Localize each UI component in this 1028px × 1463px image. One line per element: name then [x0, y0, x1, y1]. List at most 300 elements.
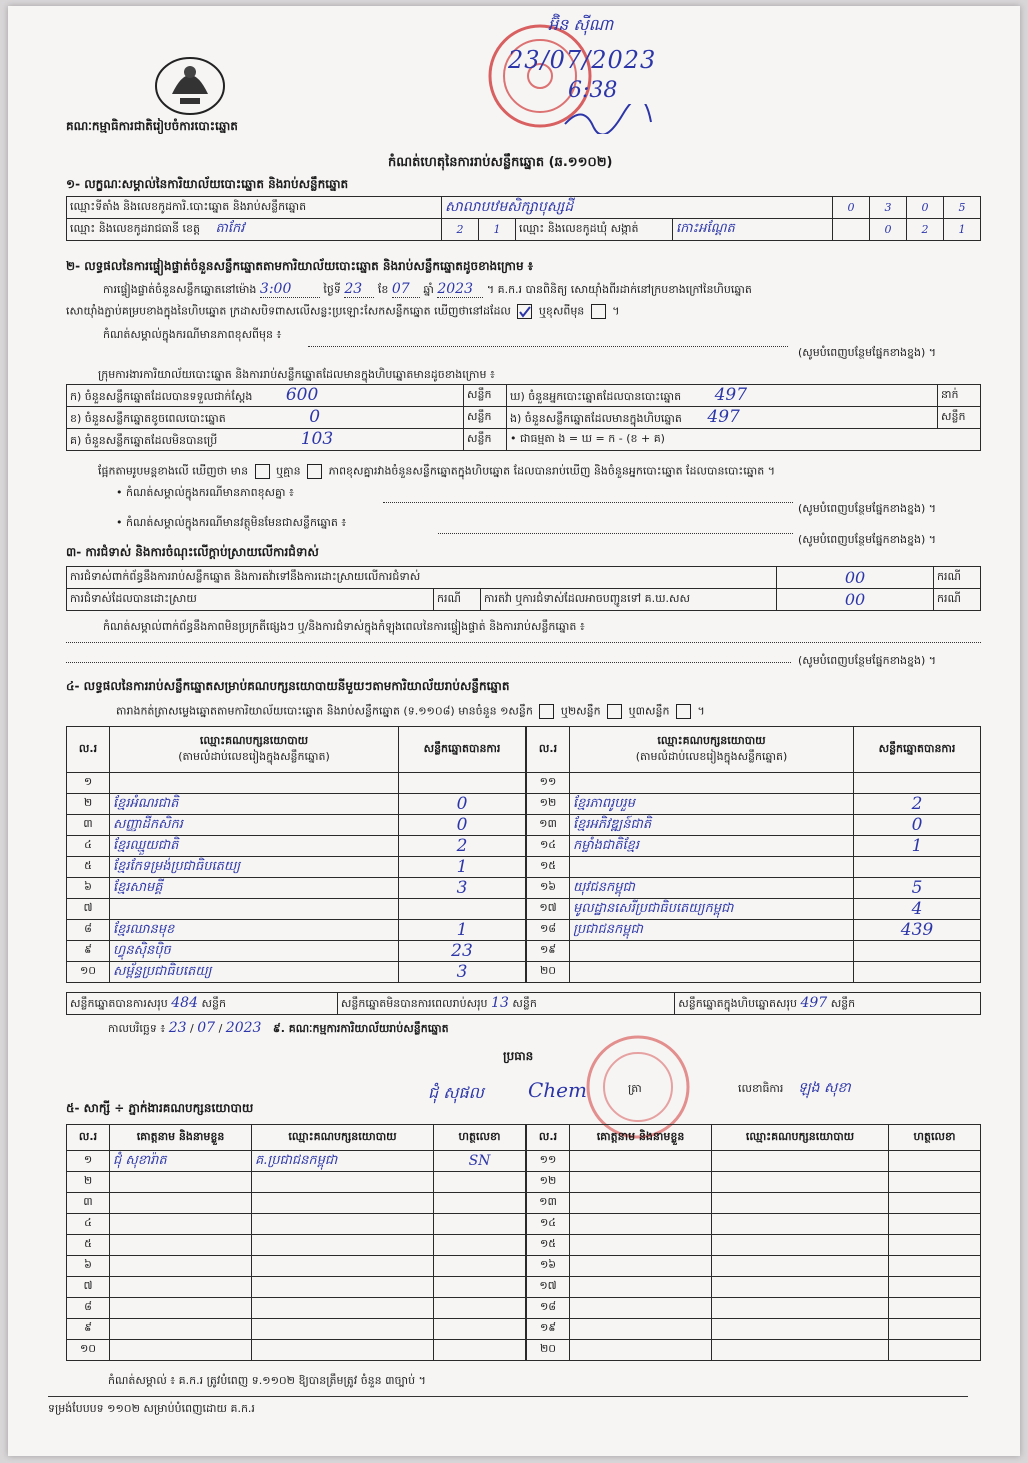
result-votes: 3 — [399, 962, 526, 983]
diff-no-label: ឬគ្មាន — [276, 464, 301, 478]
three-sheets-checkbox[interactable] — [676, 704, 691, 719]
agent-party — [712, 1340, 889, 1361]
count-month: 07 — [392, 281, 420, 298]
col-party-title-right: ឈ្មោះគណបក្សនយោបាយ — [657, 733, 766, 747]
result-votes: 1 — [399, 920, 526, 941]
agent-row — [527, 1298, 981, 1319]
agents-col-party-right: ឈ្មោះគណបក្សនយោបាយ — [712, 1125, 889, 1151]
agent-row — [527, 1256, 981, 1277]
result-party: សញ្ញាដីកសិករ — [110, 815, 399, 836]
agent-party — [252, 1298, 434, 1319]
agent-row — [527, 1214, 981, 1235]
agent-name — [110, 1340, 252, 1361]
result-votes: 0 — [399, 794, 526, 815]
agent-name: ជុំ សុខារ៉ាត — [110, 1151, 252, 1172]
result-votes: 23 — [399, 941, 526, 962]
agent-party — [252, 1172, 434, 1193]
footer-note: កំណត់សម្គាល់ ៖ គ.ក.រ ត្រូវបំពេញ ទ.១១០២ ឱ្យបានត្រឹមត្រូវ ចំនួន ៣ច្បាប់ ។ — [108, 1374, 426, 1387]
agent-name — [570, 1256, 712, 1277]
agent-party: គ.ប្រជាជនកម្ពុជា — [252, 1151, 434, 1172]
province-label: ឈ្មោះ និងលេខកូដរាជធានី ខេត្ត — [70, 222, 200, 235]
unused-label: គ) ចំនួនសន្លឹកឆ្នោតដែលមិនបានប្រើ — [70, 434, 218, 447]
col-votes-right: សន្លឹកឆ្នោតបានការ — [854, 727, 981, 773]
result-row — [67, 857, 526, 878]
agents-col-no: ល.រ — [67, 1125, 110, 1151]
section2-line3-fill — [308, 346, 788, 347]
day-label: ថ្ងៃទី — [323, 283, 341, 296]
result-party: ខ្មែរភាពរូបរួម — [570, 794, 854, 815]
agent-no: ៥ — [67, 1235, 110, 1256]
agents-col-name: គោត្តនាម និងនាមខ្លួន — [110, 1125, 252, 1151]
result-votes: 3 — [399, 878, 526, 899]
result-party: ខ្មែរសាមគ្គី — [110, 878, 399, 899]
result-no: ២០ — [527, 962, 570, 983]
diff-no-checkbox[interactable] — [307, 464, 322, 479]
total-valid-value: 484 — [171, 994, 198, 1011]
result-no: ១ — [67, 773, 110, 794]
agent-party — [252, 1193, 434, 1214]
result-no: ១៤ — [527, 836, 570, 857]
result-row — [67, 815, 526, 836]
result-no: ១១ — [527, 773, 570, 794]
forwarded-unit: ករណី — [934, 589, 981, 611]
agent-party — [252, 1319, 434, 1340]
agent-party — [712, 1298, 889, 1319]
in-box-value: 497 — [707, 407, 740, 427]
result-row — [67, 899, 526, 920]
agent-row — [527, 1151, 981, 1172]
agents-col-name-right: គោត្តនាម និងនាមខ្លួន — [570, 1125, 712, 1151]
agent-name — [570, 1151, 712, 1172]
agent-party — [712, 1193, 889, 1214]
agent-signature — [889, 1214, 981, 1235]
time-label: ការផ្ទៀងផ្ទាត់ចំនួនសន្លឹកឆ្នោតនៅម៉ោង — [103, 283, 257, 296]
diff-description: ភាពខុសគ្នារវាងចំនួនសន្លឹកឆ្នោតក្នុងហិបឆ្នោត ដែលបានរាប់ឃើញ និងចំនួនអ្នកបោះឆ្នោត ដែលបានបោះឆ្នោត ។ — [328, 464, 775, 478]
agent-signature — [889, 1172, 981, 1193]
agent-row — [67, 1172, 526, 1193]
seal-check-text: ។ គ.ក.រ បានពិនិត្យ សោយ៉ាំងពីរដាក់នៅក្របខាងក្រៅនៃហិបឆ្នោត — [486, 283, 752, 296]
total-invalid-value: 13 — [491, 994, 509, 1011]
agent-row — [527, 1193, 981, 1214]
agent-no: ១៣ — [527, 1193, 570, 1214]
agent-row — [67, 1214, 526, 1235]
agent-name — [570, 1319, 712, 1340]
agent-row — [67, 1256, 526, 1277]
form-code-footer: ទម្រង់បែបបទ ១១០២ សម្រាប់បំពេញដោយ គ.ក.រ — [48, 1402, 255, 1415]
agent-no: ១៦ — [527, 1256, 570, 1277]
fill-note-1: (សូមបំពេញបន្ថែមផ្នែកខាងខ្នង) ។ — [798, 346, 937, 359]
result-no: ១៦ — [527, 878, 570, 899]
agent-no: ១ — [67, 1151, 110, 1172]
result-row — [527, 899, 981, 920]
received-label: ក) ចំនួនសន្លឹកឆ្នោតដែលបានទទួលជាក់ស្តែង — [70, 390, 253, 403]
result-no: ១២ — [527, 794, 570, 815]
agent-no: ៣ — [67, 1193, 110, 1214]
voters-unit: នាក់ — [938, 385, 981, 407]
stamp-handwritten-name: អ៊ិន ស៊ីណា — [548, 15, 614, 34]
result-votes: 0 — [854, 815, 981, 836]
result-party: ខ្មែរកែទម្រង់ប្រជាធិបតេយ្យ — [110, 857, 399, 878]
col-party — [110, 727, 399, 773]
agent-party — [712, 1235, 889, 1256]
agent-party — [712, 1214, 889, 1235]
location-code-3: 0 — [907, 197, 944, 219]
location-label: ឈ្មោះទីតាំង និងលេខកូដការិ.បោះឆ្នោត និងរាប់សន្លឹកឆ្នោត — [67, 197, 442, 219]
agent-name — [110, 1235, 252, 1256]
section1-table — [66, 196, 981, 241]
chair-label: ប្រធាន — [503, 1049, 534, 1063]
agent-party — [712, 1277, 889, 1298]
result-row — [67, 773, 526, 794]
section3-heading: ៣- ការជំទាស់ និងការចំណុះលើក្តាប់ស្រាយលើការជំទាស់ — [66, 545, 319, 559]
agent-party — [252, 1214, 434, 1235]
result-party: ហ្វុនស៊ិនប៉ិច — [110, 941, 399, 962]
totals-row — [66, 992, 981, 1015]
result-row — [67, 878, 526, 899]
agent-row — [67, 1298, 526, 1319]
footer-rule — [48, 1396, 968, 1397]
result-no: ៦ — [67, 878, 110, 899]
result-row — [67, 920, 526, 941]
agent-signature — [434, 1235, 526, 1256]
agent-party — [712, 1151, 889, 1172]
result-no: ៨ — [67, 920, 110, 941]
result-row — [527, 857, 981, 878]
stamp-time: 6:38 — [568, 78, 618, 103]
two-sheets-label: ឬ២សន្លឹក — [560, 704, 601, 718]
result-no: ២ — [67, 794, 110, 815]
section5-heading: ៥- សាក្សី ÷ ភ្នាក់ងារគណបក្សនយោបាយ — [66, 1101, 254, 1115]
agent-row — [527, 1172, 981, 1193]
agent-no: ៨ — [67, 1298, 110, 1319]
in-box-label: ង) ចំនួនសន្លឹកឆ្នោតដែលមានក្នុងហិបឆ្នោត — [510, 412, 682, 425]
agent-signature — [434, 1193, 526, 1214]
location-code-2: 3 — [870, 197, 907, 219]
section2-line3: កំណត់សម្គាល់ក្នុងករណីមានភាពខុសពីមុន ៖ — [103, 328, 282, 341]
form-title: កំណត់ហេតុនៃការរាប់សន្លឹកឆ្នោត (ឆ.១១០២) — [388, 155, 613, 170]
count-year: 2023 — [437, 281, 483, 298]
province-value: តាកែវ — [215, 221, 245, 236]
fill-note-2: (សូមបំពេញបន្ថែមផ្នែកខាងខ្នង) ។ — [798, 502, 937, 515]
three-sheets-label: ឬ៣សន្លឹក — [628, 704, 670, 718]
date-year: 2023 — [225, 1020, 262, 1036]
section2-line5 — [98, 464, 775, 481]
agent-signature — [889, 1319, 981, 1340]
col-party-right — [570, 727, 854, 773]
agent-row — [527, 1319, 981, 1340]
section4-intro: តារាងកត់ត្រាសម្លេងឆ្នោតតាមការិយាល័យបោះឆ្នោត និងរាប់សន្លឹកឆ្នោត (ទ.១១០៨) មានចំនួន ១សន្លឹក ឬ២សន្លឹក ឬ៣សន្លឹក ។ — [116, 704, 705, 718]
secretary-name: ឡុង សុខា — [798, 1080, 851, 1096]
agents-col-sign: ហត្ថលេខា — [434, 1125, 526, 1151]
bullet-foreign-object: • កំណត់សម្គាល់ក្នុងករណីមានវត្ថុមិនមែនជាសន្លឹកឆ្នោត ៖ — [116, 516, 347, 529]
col-party-sub: (តាមលំដាប់លេខរៀងក្នុងសន្លឹកឆ្នោត) — [178, 749, 330, 763]
result-votes — [854, 962, 981, 983]
agent-row — [67, 1340, 526, 1361]
year-label: ឆ្នាំ — [423, 283, 434, 296]
agent-row — [67, 1277, 526, 1298]
date-month: 07 — [197, 1020, 216, 1036]
count-time: 3:00 — [260, 281, 320, 298]
result-votes — [399, 899, 526, 920]
agent-name — [570, 1340, 712, 1361]
result-row — [67, 962, 526, 983]
agent-party — [252, 1256, 434, 1277]
agents-table-left — [66, 1124, 526, 1361]
diff-yes-checkbox[interactable] — [255, 464, 270, 479]
result-no: ៩ — [67, 941, 110, 962]
col-votes: សន្លឹកឆ្នោតបានការ — [399, 727, 526, 773]
agent-no: ២ — [67, 1172, 110, 1193]
agent-signature — [889, 1256, 981, 1277]
agent-no: ១០ — [67, 1340, 110, 1361]
commune-code-3: 1 — [944, 219, 981, 241]
org-name: គណៈកម្មាធិការជាតិរៀបចំការបោះឆ្នោត — [66, 119, 238, 133]
agent-name — [110, 1298, 252, 1319]
result-party — [570, 773, 854, 794]
agent-signature — [889, 1235, 981, 1256]
result-row — [527, 941, 981, 962]
agent-no: ១៨ — [527, 1298, 570, 1319]
commune-code-1: 0 — [870, 219, 907, 241]
section2-line4: ក្រុមការងារការិយាល័យបោះឆ្នោត និងការរាប់សន្លឹកឆ្នោតដែលមានក្នុងហិបឆ្នោតមានដូចខាងក្រោម ៖ — [98, 368, 495, 381]
date-label: កាលបរិច្ឆេទ ៖ — [108, 1022, 166, 1035]
commune-code-2: 2 — [907, 219, 944, 241]
section3-note-fill-2 — [66, 662, 791, 663]
agents-col-sign-right: ហត្ថលេខា — [889, 1125, 981, 1151]
fill-note-4: (សូមបំពេញបន្ថែមផ្នែកខាងខ្នង) ។ — [798, 654, 937, 667]
voters-value: 497 — [714, 385, 748, 405]
agent-signature — [434, 1256, 526, 1277]
result-no: ១៥ — [527, 857, 570, 878]
changed-checkbox[interactable] — [591, 304, 606, 319]
agent-signature — [889, 1340, 981, 1361]
result-row — [527, 836, 981, 857]
complaints-table — [66, 566, 981, 611]
bullet-foreign-fill — [438, 533, 793, 534]
bullet-difference-fill — [383, 502, 793, 503]
section2-line1 — [103, 281, 983, 299]
changed-label: ឬខុសពីមុន — [538, 304, 585, 318]
seal-label: ត្រា — [628, 1082, 642, 1095]
agent-row — [527, 1235, 981, 1256]
agent-signature — [889, 1277, 981, 1298]
section1-heading: ១- លក្ខណៈសម្គាល់នៃការិយាល័យបោះឆ្នោត និងរាប់សន្លឹកឆ្នោត — [66, 177, 349, 191]
result-votes: 0 — [399, 815, 526, 836]
received-value: 600 — [285, 385, 319, 405]
location-value: សាលាបឋមសិក្សាបុស្សដី — [442, 197, 833, 219]
agent-signature — [434, 1319, 526, 1340]
location-code-1: 0 — [833, 197, 870, 219]
agent-no: ១៩ — [527, 1319, 570, 1340]
col-no-right: ល.រ — [527, 727, 570, 773]
bullet-difference: • កំណត់សម្គាល់ក្នុងករណីមានភាពខុសគ្នា ៖ — [116, 486, 294, 499]
result-row — [67, 941, 526, 962]
one-sheet-checkbox[interactable] — [539, 704, 554, 719]
chair-name: ជុំ សុផល — [428, 1083, 484, 1102]
agent-no: ៤ — [67, 1214, 110, 1235]
commune-value: កោះអណ្ដែត — [673, 219, 833, 241]
agent-party — [252, 1340, 434, 1361]
agent-party — [712, 1319, 889, 1340]
result-party — [110, 899, 399, 920]
result-votes: 2 — [854, 794, 981, 815]
agent-no: ៦ — [67, 1256, 110, 1277]
result-party: យុវជនកម្ពុជា — [570, 878, 854, 899]
total-valid-unit: សន្លឹក — [201, 996, 226, 1010]
result-party: មូលដ្ឋានសេរីប្រជាធិបតេយ្យកម្ពុជា — [570, 899, 854, 920]
agent-row — [67, 1151, 526, 1172]
total-invalid-unit: សន្លឹក — [512, 996, 537, 1010]
results-table-right — [526, 726, 981, 983]
forwarded-label: ការតវ៉ា ឬការជំទាស់ដែលអាចបញ្ជូនទៅ គ.ឃ.សស — [481, 589, 777, 611]
agent-row — [527, 1277, 981, 1298]
total-valid — [67, 993, 338, 1015]
result-row — [527, 773, 981, 794]
complaints-count: 00 — [777, 567, 934, 589]
result-no: ១០ — [67, 962, 110, 983]
spoiled-label: ខ) ចំនួនសន្លឹកឆ្នោតខូចពេលបោះឆ្នោត — [70, 412, 226, 425]
total-invalid — [337, 993, 674, 1015]
result-votes — [399, 773, 526, 794]
agent-row — [527, 1340, 981, 1361]
agent-name — [110, 1172, 252, 1193]
agent-name — [110, 1193, 252, 1214]
total-in-box-label: សន្លឹកឆ្នោតក្នុងហិបឆ្នោតសរុប — [678, 996, 797, 1010]
agent-no: ១៤ — [527, 1214, 570, 1235]
agent-signature — [889, 1193, 981, 1214]
agent-name — [570, 1277, 712, 1298]
result-row — [527, 794, 981, 815]
received-unit: សន្លឹក — [464, 385, 507, 407]
section2-line2: សោយ៉ាំងភ្ជាប់គម្របខាងក្នុងនៃហិបឆ្នោត ក្រដាសបិទពាសលើសន្លះប្រឡោះសែកសន្លឹកឆ្នោត ឃើញថានៅដដែល ឬខុសពីមុន ។ — [66, 304, 620, 318]
agents-col-no-right: ល.រ — [527, 1125, 570, 1151]
result-row — [67, 836, 526, 857]
agent-signature — [434, 1277, 526, 1298]
result-no: ១៩ — [527, 941, 570, 962]
agent-name — [110, 1319, 252, 1340]
result-row — [527, 878, 981, 899]
agent-row — [67, 1193, 526, 1214]
total-valid-label: សន្លឹកឆ្នោតបានការសរុប — [70, 996, 168, 1010]
agent-signature — [434, 1298, 526, 1319]
result-votes: 2 — [399, 836, 526, 857]
agent-name — [110, 1256, 252, 1277]
result-row — [527, 815, 981, 836]
result-party — [570, 941, 854, 962]
result-row — [67, 794, 526, 815]
seal-intact-text: សោយ៉ាំងភ្ជាប់គម្របខាងក្នុងនៃហិបឆ្នោត ក្រដាសបិទពាសលើសន្លះប្រឡោះសែកសន្លឹកឆ្នោត ឃើញថានៅដដែល — [66, 304, 511, 318]
result-no: ៥ — [67, 857, 110, 878]
result-party: ខ្មែរឈ្មួយជាតិ — [110, 836, 399, 857]
result-party: ខ្មែរឈានមុខ — [110, 920, 399, 941]
result-party — [110, 773, 399, 794]
result-votes — [854, 941, 981, 962]
agent-signature — [889, 1298, 981, 1319]
agent-no: ១៧ — [527, 1277, 570, 1298]
agent-party — [252, 1277, 434, 1298]
agent-party — [712, 1172, 889, 1193]
agent-row — [67, 1319, 526, 1340]
agent-signature — [434, 1340, 526, 1361]
agent-signature: SN — [434, 1151, 526, 1172]
result-row — [527, 920, 981, 941]
signing-date: កាលបរិច្ឆេទ ៖ 23 / 07 / 2023 ៩. គណៈកម្មការការិយាល័យរាប់សន្លឹកឆ្នោត — [108, 1020, 449, 1036]
resolved-unit: ករណី — [434, 589, 481, 611]
col-party-sub-right: (តាមលំដាប់លេខរៀងក្នុងសន្លឹកឆ្នោត) — [635, 749, 788, 763]
result-no: ៧ — [67, 899, 110, 920]
result-party: ខ្មែរអភិវឌ្ឍន៍ជាតិ — [570, 815, 854, 836]
commission-label: ៩. គណៈកម្មការការិយាល័យរាប់សន្លឹកឆ្នោត — [272, 1022, 449, 1035]
result-row — [527, 962, 981, 983]
nec-emblem — [150, 46, 230, 118]
commune-label: ឈ្មោះ និងលេខកូដឃុំ សង្កាត់ — [516, 219, 673, 241]
result-no: ១៧ — [527, 899, 570, 920]
date-day: 23 — [168, 1020, 187, 1036]
tally-sheets-label: តារាងកត់ត្រាសម្លេងឆ្នោតតាមការិយាល័យបោះឆ្នោត និងរាប់សន្លឹកឆ្នោត (ទ.១១០៨) មានចំនួន ១សន្លឹក — [116, 704, 533, 718]
chair-signature: Chem — [528, 1078, 587, 1102]
section3-note-fill-1 — [66, 642, 981, 643]
result-votes: 439 — [854, 920, 981, 941]
voters-label: ឃ) ចំនួនអ្នកបោះឆ្នោតដែលបានបោះឆ្នោត — [510, 390, 682, 403]
result-no: ៣ — [67, 815, 110, 836]
result-party: កម្លាំងជាតិខ្មែរ — [570, 836, 854, 857]
unused-value: 103 — [300, 429, 334, 449]
agent-party — [252, 1235, 434, 1256]
result-party — [570, 857, 854, 878]
spoiled-value: 0 — [309, 407, 321, 427]
agent-name — [570, 1193, 712, 1214]
complaints-row1-label: ការជំទាស់ពាក់ព័ន្ធនឹងការរាប់សន្លឹកឆ្នោត និងការតវ៉ាទៅនឹងការដោះស្រាយលើការជំទាស់ — [67, 567, 777, 589]
agent-row — [67, 1235, 526, 1256]
agent-signature — [434, 1214, 526, 1235]
result-votes: 1 — [399, 857, 526, 878]
result-votes: 5 — [854, 878, 981, 899]
agent-signature — [434, 1172, 526, 1193]
total-in-box — [675, 993, 981, 1015]
results-table-left — [66, 726, 526, 983]
section4-heading: ៤- លទ្ធផលនៃការរាប់សន្លឹកឆ្នោតសម្រាប់គណបក្សនយោបាយនីមួយៗតាមការិយាល័យរាប់សន្លឹកឆ្នោត — [66, 679, 510, 693]
agent-name — [110, 1277, 252, 1298]
province-code-2: 1 — [479, 219, 516, 241]
result-votes: 1 — [854, 836, 981, 857]
stamp-date: 23/07/2023 — [508, 46, 657, 74]
result-votes — [854, 857, 981, 878]
total-in-box-unit: សន្លឹក — [830, 996, 856, 1010]
secretary-label: លេខាធិការ — [738, 1082, 784, 1095]
resolved-label: ការជំទាស់ដែលបានដោះស្រាយ — [67, 589, 434, 611]
month-label: ខែ — [377, 283, 389, 296]
agent-name — [570, 1172, 712, 1193]
total-in-box-value: 497 — [800, 994, 828, 1011]
agent-no: ១១ — [527, 1151, 570, 1172]
result-party: ខ្មែរអំណរជាតិ — [110, 794, 399, 815]
result-votes: 4 — [854, 899, 981, 920]
agent-name — [570, 1298, 712, 1319]
section2-heading: ២- លទ្ធផលនៃការផ្ទៀងផ្ទាត់ចំនួនសន្លឹកឆ្នោតតាមការិយាល័យបោះឆ្នោត និងរាប់សន្លឹកឆ្នោតដូចខាងក្រោម ៖ — [66, 259, 534, 273]
result-no: ១៣ — [527, 815, 570, 836]
intact-checkbox[interactable] — [517, 304, 532, 319]
col-party-title: ឈ្មោះគណបក្សនយោបាយ — [199, 733, 309, 747]
formula-note: • ជាធម្មតា ង = ឃ = ក - (ខ + គ) — [507, 429, 981, 451]
section3-note: កំណត់សម្គាល់ពាក់ព័ន្ធនឹងភាពមិនប្រក្រតីផ្សេងៗ ឬ/និងការជំទាស់ក្នុងកំឡុងពេលនៃការផ្ទៀងផ្ទាត់ និងការរាប់សន្លឹកឆ្នោត ៖ — [103, 620, 585, 633]
complaints-unit: ករណី — [934, 567, 981, 589]
two-sheets-checkbox[interactable] — [607, 704, 622, 719]
agent-party — [712, 1256, 889, 1277]
result-party: សម្ព័ន្ធប្រជាធិបតេយ្យ — [110, 962, 399, 983]
total-invalid-label: សន្លឹកឆ្នោតមិនបានការពេលរាប់សរុប — [340, 996, 488, 1010]
agents-table-right — [526, 1124, 981, 1361]
unused-unit: សន្លឹក — [464, 429, 507, 451]
